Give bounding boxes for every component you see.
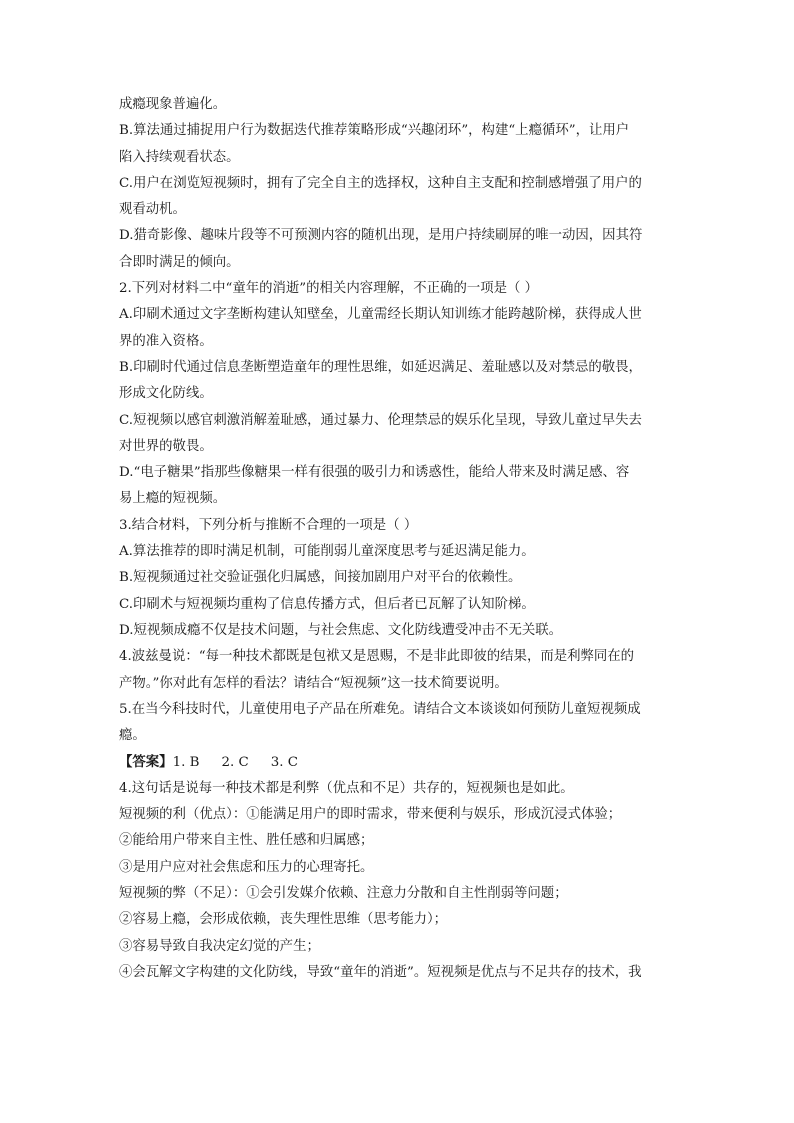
answer-text-line: 4.这句话是说每一种技术都是利弊（优点和不足）共存的，短视频也是如此。 (119, 780, 574, 796)
option-a-line: A.算法推荐的即时满足机制，可能削弱儿童深度思考与延迟满足能力。 (119, 544, 535, 560)
answer-text-line: ②容易上瘾，会形成依赖，丧失理性思维（思考能力）； (119, 912, 448, 928)
answer-item: 2. C (221, 755, 249, 771)
answer-item: 3. C (270, 755, 298, 771)
option-d-line: D.猎奇影像、趣味片段等不可预测内容的随机出现，是用户持续刷屏的唯一动因，因其符 (119, 228, 643, 244)
answer-item: 1. B (172, 755, 200, 771)
answer-text-line: 短视频的利（优点）：①能满足用户的即时需求，带来便利与娱乐，形成沉浸式体验； (119, 807, 622, 823)
option-b-line: B.印刷时代通过信息垄断塑造童年的理性思维，如延迟满足、羞耻感以及对禁忌的敬畏， (119, 359, 642, 375)
answer-text-line: ③是用户应对社会焦虑和压力的心理寄托。 (119, 859, 374, 875)
text-line: 界的准入资格。 (119, 333, 213, 349)
option-b-line: B.短视频通过社交验证强化归属感，间接加剧用户对平台的依赖性。 (119, 570, 522, 586)
text-line: 产物。”你对此有怎样的看法？请结合“短视频”这一技术简要说明。 (119, 675, 508, 691)
question-4: 4.波兹曼说：“每一种技术都既是包袱又是恩赐，不是非此即彼的结果，而是利弊同在的 (119, 649, 635, 665)
document-body (119, 92, 679, 986)
option-c-line: C.印刷术与短视频均重构了信息传播方式，但后者已瓦解了认知阶梯。 (119, 596, 535, 612)
text-line: 对世界的敬畏。 (119, 438, 213, 454)
answer-text-line: ③容易导致自我决定幻觉的产生； (119, 938, 320, 954)
text-line: 观看动机。 (119, 202, 186, 218)
text-line: 瘾。 (119, 728, 146, 744)
answer-line (119, 749, 679, 775)
question-5: 5.在当今科技时代，儿童使用电子产品在所难免。请结合文本谈谈如何预防儿童短视频成 (119, 701, 641, 717)
answer-text-line: ②能给用户带来自主性、胜任感和归属感； (119, 833, 374, 849)
option-c-line: C.短视频以感官刺激消解羞耻感，通过暴力、伦理禁忌的娱乐化呈现，导致儿童过早失去 (119, 412, 642, 428)
question-3: 3.结合材料，下列分析与推断不合理的一项是（ ） (119, 517, 418, 533)
text-line: 成瘾现象普遍化。 (119, 97, 227, 112)
question-2: 2.下列对材料二中“童年的消逝”的相关内容理解，不正确的一项是（ ） (119, 281, 539, 297)
answer-text-line: 短视频的弊（不足）：①会引发媒介依赖、注意力分散和自主性削弱等问题； (119, 885, 568, 901)
text-line: 易上瘾的短视频。 (119, 491, 227, 507)
option-b-line: B.算法通过捕捉用户行为数据迭代推荐策略形成“兴趣闭环”，构建“上瘾循环”，让用户 (119, 123, 630, 139)
option-a-line: A.印刷术通过文字垄断构建认知壁垒，儿童需经长期认知训练才能跨越阶梯，获得成人世 (119, 307, 642, 323)
text-line: 陷入持续观看状态。 (119, 149, 240, 165)
text-line: 形成文化防线。 (119, 386, 213, 402)
option-d-line: D.“电子糖果”指那些像糖果一样有很强的吸引力和诱惑性，能给人带来及时满足感、容 (119, 465, 630, 481)
text-line: 合即时满足的倾向。 (119, 254, 240, 270)
option-d-line: D.短视频成瘾不仅是技术问题，与社会焦虑、文化防线遭受冲击不无关联。 (119, 622, 563, 638)
option-c-line: C.用户在浏览短视频时，拥有了完全自主的选择权，这种自主支配和控制感增强了用户的 (119, 175, 642, 191)
answer-text-line: ④会瓦解文字构建的文化防线，导致“童年的消逝”。短视频是优点与不足共存的技术，我 (119, 964, 642, 980)
answer-tag: 【答案】 (119, 754, 173, 771)
